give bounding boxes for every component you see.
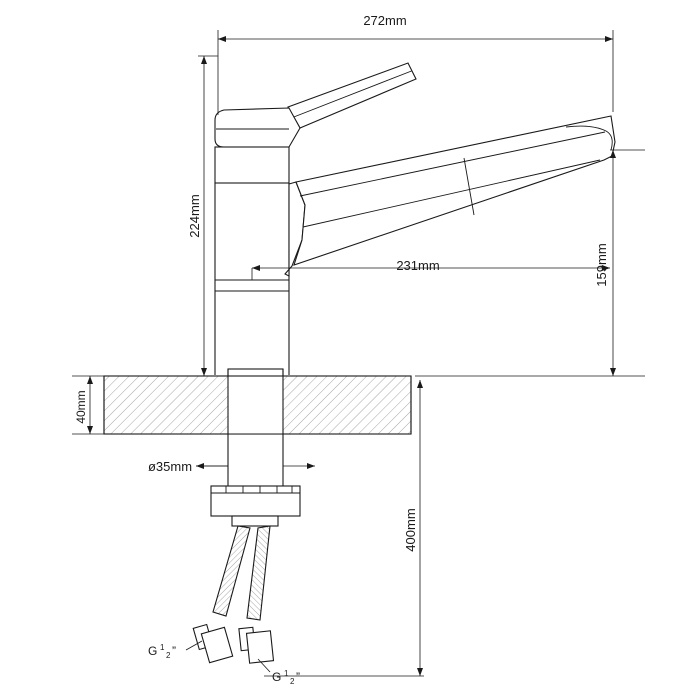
dim-hole-diameter: [196, 434, 315, 474]
left-thread-g: G: [148, 644, 158, 658]
left-thread-num: 1: [160, 643, 165, 652]
label-hole-diameter: ø35mm: [147, 459, 193, 474]
dimension-labels: [74, 13, 609, 686]
flexible-hoses: [213, 526, 270, 620]
hose-connectors: [193, 624, 273, 663]
label-spout-height: 159mm: [594, 243, 609, 287]
right-thread-num: 1: [284, 669, 289, 678]
label-overall-width: 272mm: [363, 13, 407, 28]
label-spout-reach: 231mm: [396, 258, 440, 273]
left-thread-den: 2: [166, 651, 171, 660]
faucet-body: [215, 147, 289, 375]
mounting-nut: [211, 486, 300, 526]
label-body-height: 224mm: [187, 194, 202, 238]
spout-arm: [285, 116, 615, 276]
dim-overall-width: [218, 30, 613, 115]
label-hose-length: 400mm: [403, 508, 418, 552]
label-left-inlet-thread: [148, 643, 176, 660]
countertop-section: [104, 376, 411, 434]
label-counter-thickness: 40mm: [74, 390, 88, 424]
right-thread-den: 2: [290, 677, 295, 686]
faucet-drawing: [104, 63, 615, 663]
left-thread-unit: ”: [172, 644, 176, 658]
right-thread-g: G: [272, 670, 282, 684]
label-right-inlet-thread: [272, 669, 300, 686]
handle-lever: [288, 63, 416, 128]
handle-hub: [215, 108, 300, 147]
right-thread-unit: ”: [296, 670, 300, 684]
